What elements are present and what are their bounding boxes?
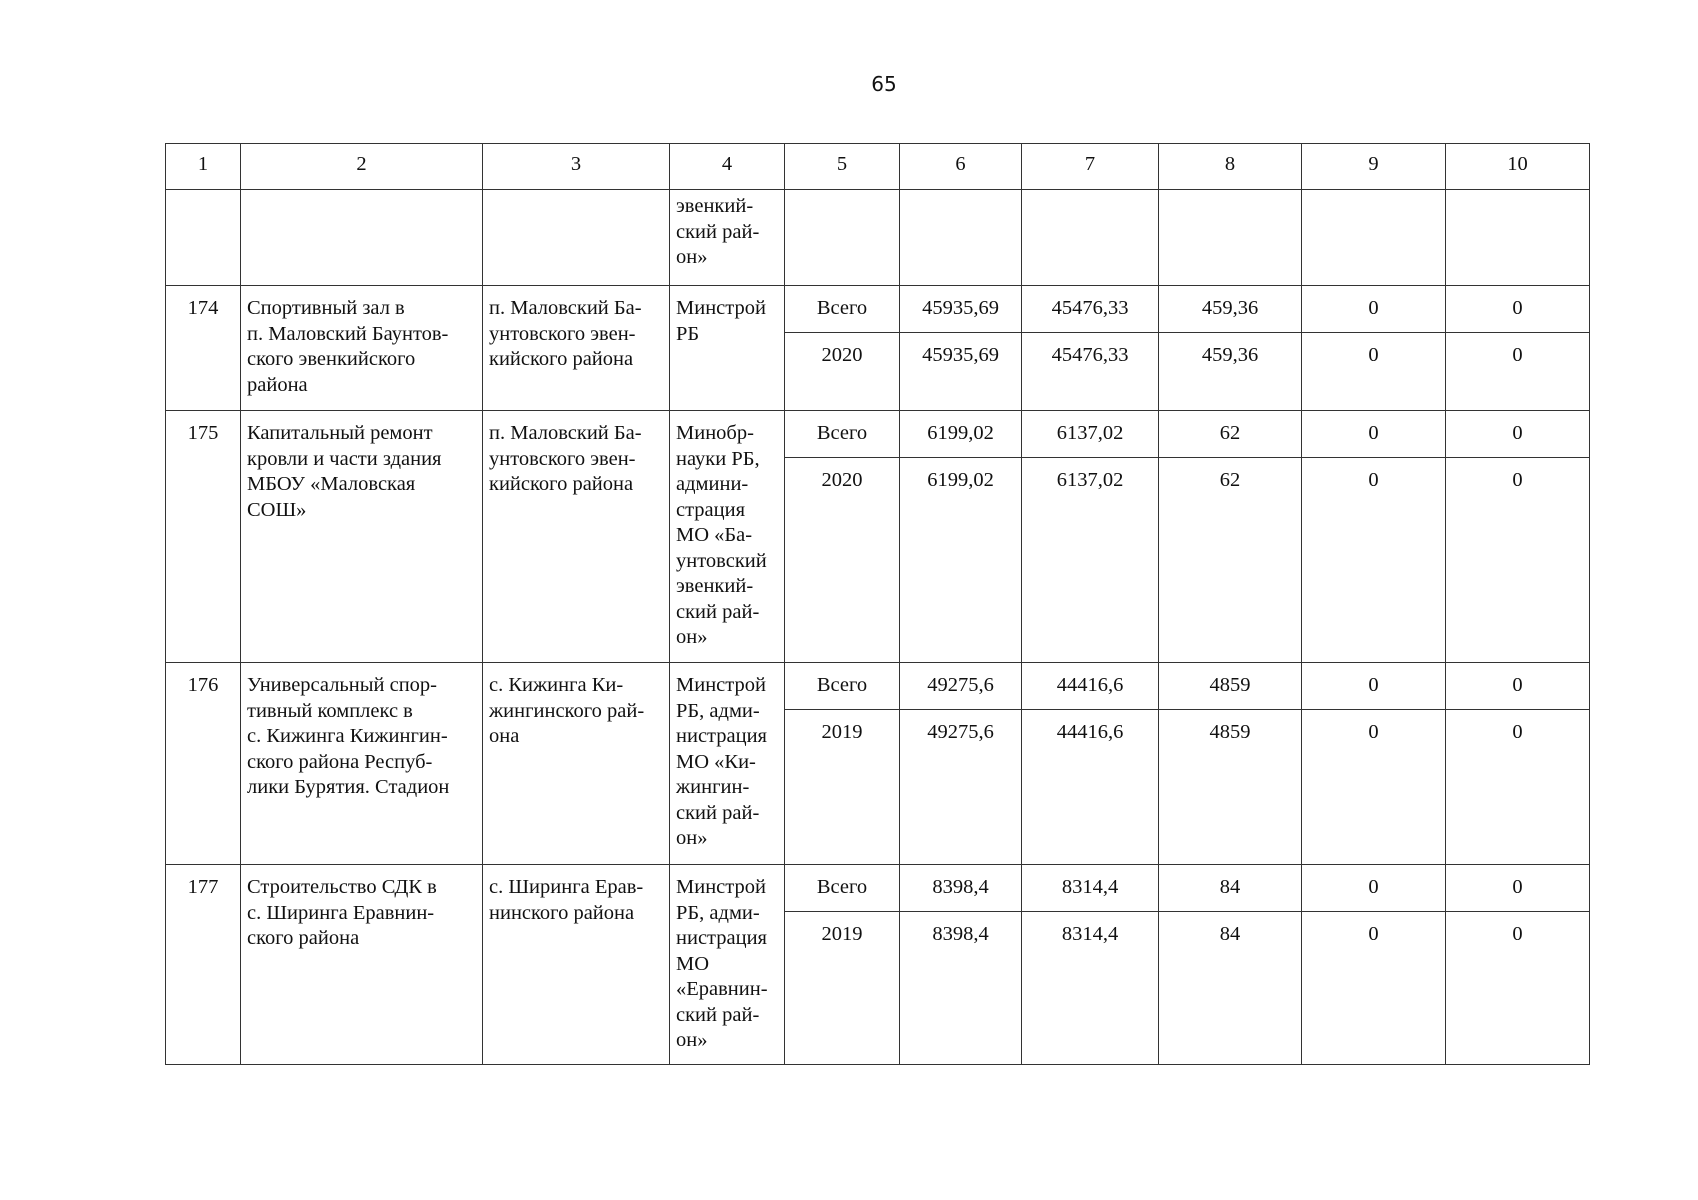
- amount-cell: 6199,02: [900, 458, 1022, 663]
- amount-cell: 0: [1446, 663, 1590, 710]
- empty-cell: [785, 190, 900, 286]
- table-row: [166, 663, 1590, 710]
- customer-cell: Минстрой РБ, адми- нистрация МО «Еравнин- ский рай- он»: [670, 865, 785, 1065]
- amount-cell: 44416,6: [1022, 710, 1159, 865]
- amount-cell: 6137,02: [1022, 458, 1159, 663]
- amount-cell: 49275,6: [900, 710, 1022, 865]
- location-cell: п. Маловский Ба- унтовского эвен- кийского района: [483, 286, 670, 411]
- amount-cell: 45935,69: [900, 286, 1022, 333]
- empty-cell: [1159, 190, 1302, 286]
- period-label-cell: 2019: [785, 912, 900, 1065]
- row-number-cell: 177: [166, 865, 241, 1065]
- amount-cell: 6137,02: [1022, 411, 1159, 458]
- location-cell: с. Ширинга Ерав- нинского района: [483, 865, 670, 1065]
- amount-cell: 0: [1302, 411, 1446, 458]
- amount-cell: 0: [1302, 710, 1446, 865]
- amount-cell: 0: [1446, 912, 1590, 1065]
- table-row: [166, 865, 1590, 912]
- amount-cell: 0: [1302, 458, 1446, 663]
- amount-cell: 8314,4: [1022, 865, 1159, 912]
- column-number: 3: [483, 144, 670, 190]
- customer-cell: Минстрой РБ: [670, 286, 785, 411]
- amount-cell: 0: [1302, 663, 1446, 710]
- amount-cell: 0: [1446, 411, 1590, 458]
- amount-cell: 8398,4: [900, 912, 1022, 1065]
- column-number: 7: [1022, 144, 1159, 190]
- customer-cell: Минобр- науки РБ, админи- страция МО «Ба- унтовский эвенкий- ский рай- он»: [670, 411, 785, 663]
- column-number: 2: [241, 144, 483, 190]
- empty-cell: [1022, 190, 1159, 286]
- amount-cell: 62: [1159, 411, 1302, 458]
- amount-cell: 0: [1446, 458, 1590, 663]
- customer-cell: Минстрой РБ, адми- нистрация МО «Ки- жингин- ский рай- он»: [670, 663, 785, 865]
- empty-cell: [241, 190, 483, 286]
- row-number-cell: 174: [166, 286, 241, 411]
- amount-cell: 45935,69: [900, 333, 1022, 411]
- row-number-cell: 175: [166, 411, 241, 663]
- period-label-cell: 2020: [785, 333, 900, 411]
- amount-cell: 0: [1446, 286, 1590, 333]
- amount-cell: 45476,33: [1022, 286, 1159, 333]
- column-number: 1: [166, 144, 241, 190]
- amount-cell: 0: [1302, 912, 1446, 1065]
- amount-cell: 0: [1446, 333, 1590, 411]
- period-label-cell: Всего: [785, 663, 900, 710]
- page-number: 65: [871, 72, 897, 96]
- column-number: 8: [1159, 144, 1302, 190]
- column-number-row: [166, 144, 1590, 190]
- column-number: 10: [1446, 144, 1590, 190]
- amount-cell: 0: [1302, 333, 1446, 411]
- object-name-cell: Строительство СДК в с. Ширинга Еравнин- ского района: [241, 865, 483, 1065]
- amount-cell: 62: [1159, 458, 1302, 663]
- amount-cell: 0: [1302, 286, 1446, 333]
- empty-cell: [1302, 190, 1446, 286]
- object-name-cell: Капитальный ремонт кровли и части здания МБОУ «Маловская СОШ»: [241, 411, 483, 663]
- amount-cell: 44416,6: [1022, 663, 1159, 710]
- location-cell: с. Кижинга Ки- жингинского рай- она: [483, 663, 670, 865]
- amount-cell: 4859: [1159, 663, 1302, 710]
- row-number-cell: 176: [166, 663, 241, 865]
- column-number: 4: [670, 144, 785, 190]
- empty-cell: [483, 190, 670, 286]
- amount-cell: 6199,02: [900, 411, 1022, 458]
- empty-cell: [166, 190, 241, 286]
- customer-cell: эвенкий- ский рай- он»: [670, 190, 785, 286]
- period-label-cell: Всего: [785, 411, 900, 458]
- investment-table: [165, 143, 1590, 1065]
- continuation-row: [166, 190, 1590, 286]
- empty-cell: [1446, 190, 1590, 286]
- amount-cell: 0: [1302, 865, 1446, 912]
- empty-cell: [900, 190, 1022, 286]
- table-row: [166, 411, 1590, 458]
- object-name-cell: Универсальный спор- тивный комплекс в с. Кижинга Кижингин- ского района Респуб- лики Бурятия. Стадион: [241, 663, 483, 865]
- table-row: [166, 286, 1590, 333]
- location-cell: п. Маловский Ба- унтовского эвен- кийского района: [483, 411, 670, 663]
- amount-cell: 459,36: [1159, 333, 1302, 411]
- amount-cell: 0: [1446, 710, 1590, 865]
- amount-cell: 8314,4: [1022, 912, 1159, 1065]
- column-number: 6: [900, 144, 1022, 190]
- object-name-cell: Спортивный зал в п. Маловский Баунтов- ского эвенкийского района: [241, 286, 483, 411]
- period-label-cell: Всего: [785, 286, 900, 333]
- amount-cell: 4859: [1159, 710, 1302, 865]
- amount-cell: 45476,33: [1022, 333, 1159, 411]
- amount-cell: 84: [1159, 912, 1302, 1065]
- period-label-cell: Всего: [785, 865, 900, 912]
- amount-cell: 49275,6: [900, 663, 1022, 710]
- amount-cell: 84: [1159, 865, 1302, 912]
- amount-cell: 459,36: [1159, 286, 1302, 333]
- amount-cell: 8398,4: [900, 865, 1022, 912]
- amount-cell: 0: [1446, 865, 1590, 912]
- period-label-cell: 2019: [785, 710, 900, 865]
- column-number: 9: [1302, 144, 1446, 190]
- column-number: 5: [785, 144, 900, 190]
- period-label-cell: 2020: [785, 458, 900, 663]
